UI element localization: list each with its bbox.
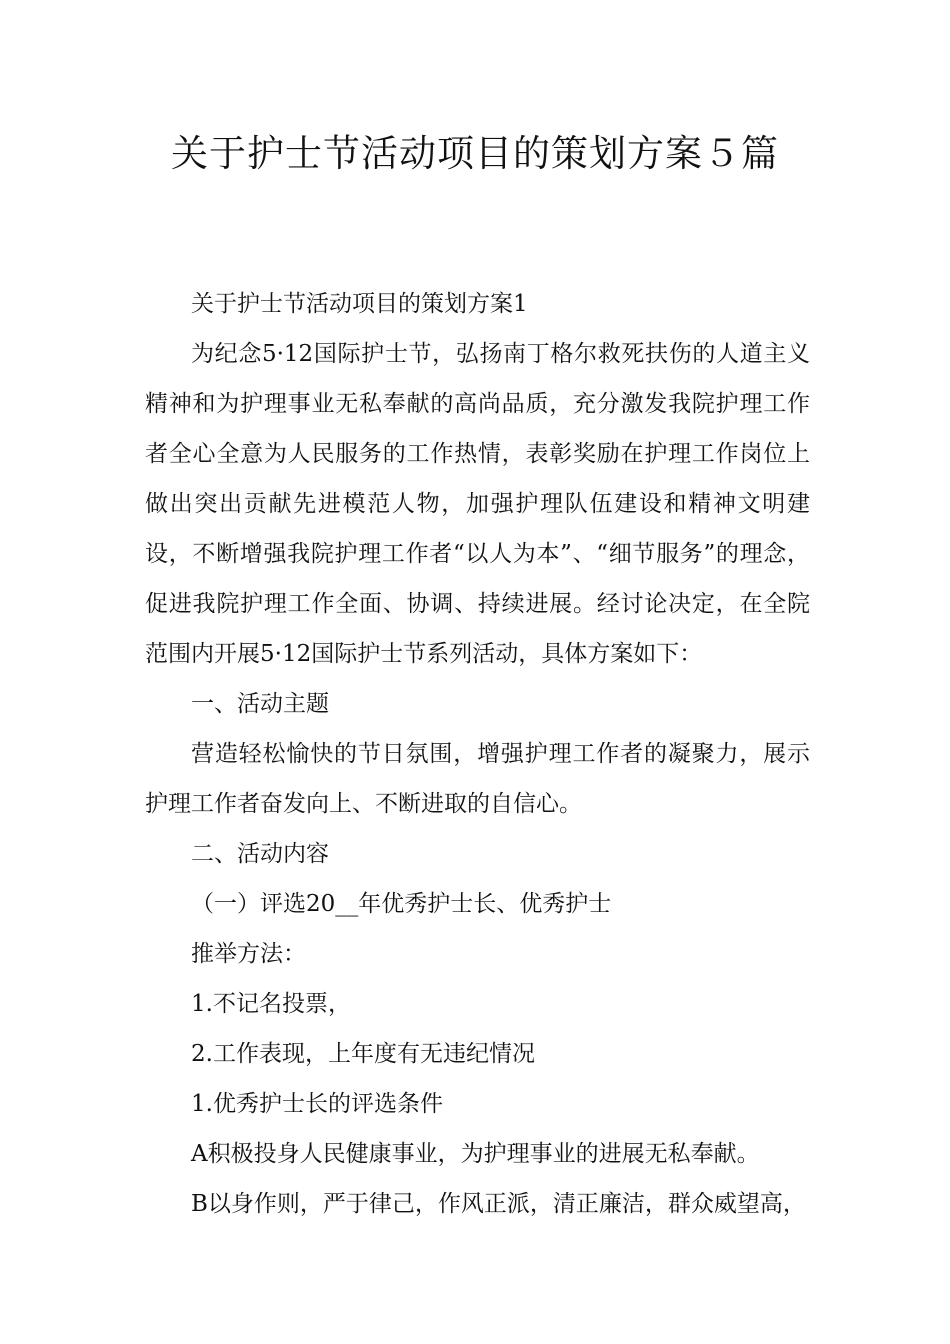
section-heading-content: 二、活动内容 (191, 841, 329, 867)
method-heading: 推举方法： (191, 941, 306, 967)
method-item-2: 2.工作表现，上年度有无违纪情况 (191, 1041, 535, 1067)
intro-paragraph: 为纪念5·12国际护士节，弘扬南丁格尔救死扶伤的人道主义精神和为护理事业无私奉献的高尚品质，充分激发我院护理工作者全心全意为人民服务的工作热情，表彰奖励在护理工作岗位上做出突出贡献先进模范人物，加强护理队伍建设和精神文明建设，不断增强我院护理工作者“以人为本”、“细节服务”的理念，促进我院护理工作全面、协调、持续进展。经讨论决定，在全院范围内开展5·12国际护士节系列活动，具体方案如下： (145, 341, 810, 667)
document-body (145, 279, 810, 1229)
subsection-heading-selection: （一）评选20__年优秀护士长、优秀护士 (191, 891, 612, 917)
method-item-1: 1.不记名投票， (191, 991, 351, 1017)
section-heading-plan-1: 关于护士节活动项目的策划方案1 (191, 291, 528, 317)
criteria-item-b: B以身作则，严于律己，作风正派，清正廉洁，群众威望高， (191, 1191, 806, 1217)
criteria-heading: 1.优秀护士长的评选条件 (191, 1091, 443, 1117)
criteria-item-a: A积极投身人民健康事业，为护理事业的进展无私奉献。 (191, 1141, 760, 1167)
theme-paragraph: 营造轻松愉快的节日氛围，增强护理工作者的凝聚力，展示护理工作者奋发向上、不断进取的自信心。 (145, 741, 810, 817)
section-heading-theme: 一、活动主题 (191, 691, 329, 717)
document-title: 关于护士节活动项目的策划方案５篇 (171, 132, 779, 175)
